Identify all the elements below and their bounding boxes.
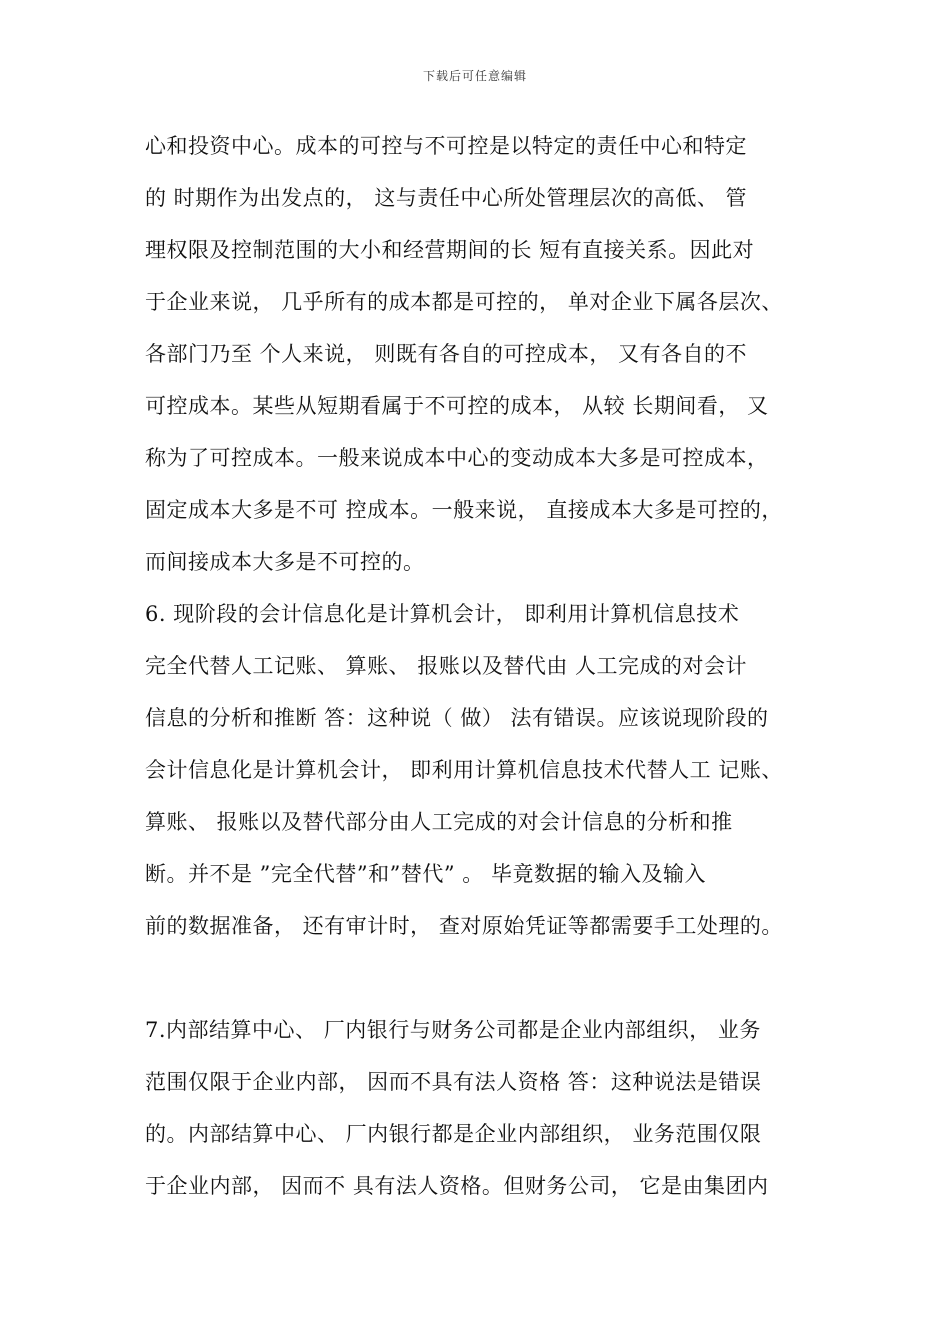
text-line: 固定成本大多是不可 控成本。一般来说， 直接成本大多是可控的，: [145, 498, 783, 522]
text-line: 于企业来说， 几乎所有的成本都是可控的， 单对企业下属各层次、: [145, 290, 783, 314]
text-line: 各部门乃至 个人来说， 则既有各自的可控成本， 又有各自的不: [145, 342, 748, 366]
text-line: 前的数据准备， 还有审计时， 查对原始凭证等都需要手工处理的。: [145, 914, 783, 938]
text-line: 范围仅限于企业内部， 因而不具有法人资格 答：这种说法是错误: [145, 1070, 762, 1094]
text-line: 6. 现阶段的会计信息化是计算机会计， 即利用计算机信息技术: [145, 602, 740, 626]
text-line: 会计信息化是计算机会计， 即利用计算机信息技术代替人工 记账、: [145, 758, 783, 782]
text-line: 信息的分析和推断 答：这种说（ 做） 法有错误。应该说现阶段的: [145, 706, 769, 730]
text-line: 心和投资中心。成本的可控与不可控是以特定的责任中心和特定: [145, 134, 747, 158]
text-line: 断。并不是 ”完全代替”和”替代” 。 毕竟数据的输入及输入: [145, 862, 706, 886]
text-line: 于企业内部， 因而不 具有法人资格。但财务公司， 它是由集团内: [145, 1174, 769, 1198]
text-line: 的。内部结算中心、 厂内银行都是企业内部组织， 业务范围仅限: [145, 1122, 762, 1146]
text-line: 算账、 报账以及替代部分由人工完成的对会计信息的分析和推: [145, 810, 733, 834]
text-line: 的 时期作为出发点的， 这与责任中心所处管理层次的高低、 管: [145, 186, 748, 210]
text-line: 完全代替人工记账、 算账、 报账以及替代由 人工完成的对会计: [145, 654, 748, 678]
page-header: 下载后可任意编辑: [422, 69, 527, 83]
blank-line: [145, 952, 835, 1004]
text-line: 7.内部结算中心、 厂内银行与财务公司都是企业内部组织， 业务: [145, 1018, 761, 1042]
text-line: 而间接成本大多是不可控的。: [145, 550, 425, 574]
document-body: [145, 120, 835, 1212]
text-line: 可控成本。某些从短期看属于不可控的成本， 从较 长期间看， 又: [145, 394, 769, 418]
text-line: 称为了可控成本。一般来说成本中心的变动成本大多是可控成本，: [145, 446, 769, 470]
text-line: 理权限及控制范围的大小和经营期间的长 短有直接关系。因此对: [145, 238, 755, 262]
